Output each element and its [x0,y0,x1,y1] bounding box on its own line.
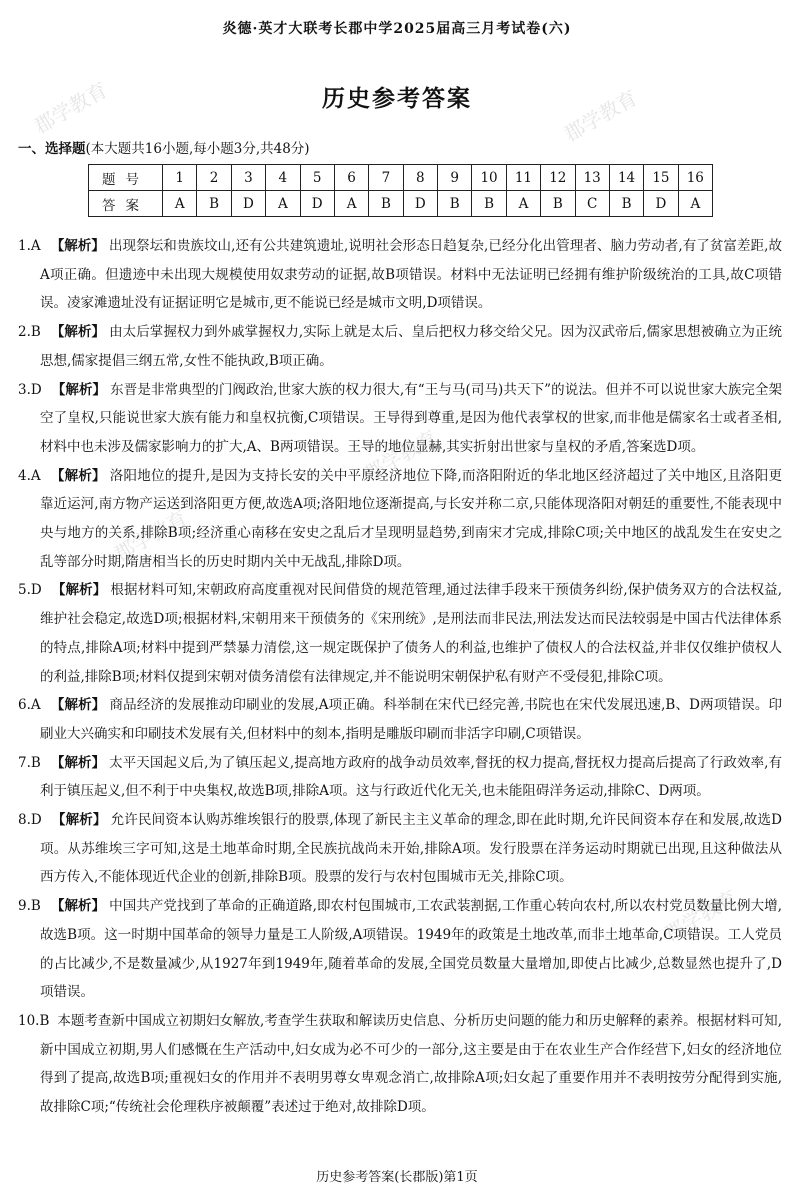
watermark: 郡学教育 [660,885,742,947]
analysis-tag: 【解析】 [50,898,106,915]
question-answer-number: 8.D [18,812,42,829]
answer-cell: C [575,191,609,217]
watermark: 郡学教育 [110,505,192,567]
section-note: (本大题共16小题,每小题3分,共48分) [85,141,310,157]
answer-cell: A [506,191,540,217]
explanation-item [18,576,782,691]
explanation-text: 太平天国起义后,为了镇压起义,提高地方政府的战争动员效率,督抚的权力提高,督抚权力提高后提高了行政效率,有利于镇压起义,但不利于中央集权,故选B项,排除A项。这与行政近代化无关,也未能阻碍洋务运动,排除C、D两项。 [40,754,782,800]
answer-cell: B [541,191,575,217]
explanation-list [18,232,782,1122]
answer-cell: B [609,191,643,217]
question-number-cell: 10 [472,165,506,191]
question-number-cell: 9 [438,165,472,191]
question-number-cell: 16 [678,165,712,191]
question-number-cell: 7 [369,165,403,191]
question-number-cell: 1 [163,165,197,191]
explanation-text: 由太后掌握权力到外戚掌握权力,实际上就是太后、皇后把权力移交给父兄。因为汉武帝后,儒家思想被确立为正统思想,儒家提倡三纲五常,女性不能执政,B项正确。 [40,324,782,369]
analysis-tag: 【解析】 [50,467,106,484]
answer-cell: B [438,191,472,217]
explanation-item [18,232,782,318]
explanation-item [18,376,782,462]
question-answer-number: 3.D [18,381,42,398]
question-answer-number: 1.A [18,238,41,254]
exam-title: 炎德·英才大联考长郡中学2025届高三月考试卷(六) [222,21,572,37]
answer-cell: A [163,191,197,217]
analysis-tag: 【解析】 [50,697,106,714]
page-title: 历史参考答案 [322,85,472,112]
explanation-text: 东晋是非常典型的门阀政治,世家大族的权力很大,有“王与马(司马)共天下”的说法。但并不可以说世家大族完全架空了皇权,只能说世家大族有能力和皇权抗衡,C项错误。王导得到尊重,是因为他代表掌权的世家,而非他是儒家名士或者圣相,材料中也未涉及儒家影响力的扩大,A、B两项错误。王导的地位显赫,其实折射出世家与皇权的矛盾,答案选D项。 [40,381,783,455]
section-label: 一、选择题 [18,141,86,157]
explanation-item [18,806,782,892]
explanation-item [18,1007,782,1122]
explanation-text: 中国共产党找到了革命的正确道路,即农村包围城市,工农武装割据,工作重心转向农村,所以农村党员数量比例大增,故选B项。这一时期中国革命的领导力量是工人阶级,A项错误。1949年的政策是土地改革,而非土地革命,C项错误。工人党员的占比减少,不是数量减少,从1927年到1949年,随着革命的发展,全国党员数量大量增加,即使占比减少,总数显然也提升了,D项错误。 [40,898,782,1001]
explanation-text: 出现祭坛和贵族坟山,还有公共建筑遗址,说明社会形态日趋复杂,已经分化出管理者、脑力劳动者,有了贫富差距,故A项正确。但遗迹中未出现大规模使用奴隶劳动的证据,故B项错误。材料中无法证明已经拥有维护阶级统治的工具,故C项错误。凌家滩遗址没有证据证明它是城市,更不能说已经是城市文明,D项错误。 [40,238,782,312]
answer-cell: D [403,191,437,217]
analysis-tag: 【解析】 [51,582,107,599]
answer-table [88,164,713,217]
explanation-text: 商品经济的发展推动印刷业的发展,A项正确。科举制在宋代已经完善,书院也在宋代发展迅速,B、D两项错误。印刷业大兴确实和印刷技术发展有关,但材料中的刻本,指明是雕版印刷而非活字印刷,C项错误。 [40,697,783,742]
analysis-tag: 【解析】 [50,238,105,254]
question-number-row [89,165,713,191]
answer-cell: D [231,191,265,217]
explanation-item [18,318,782,375]
analysis-tag: 【解析】 [51,381,107,398]
question-number-cell: 11 [506,165,540,191]
section-heading [18,137,310,157]
explanation-text: 洛阳地位的提升,是因为支持长安的关中平原经济地位下降,而洛阳附近的华北地区经济超过了关中地区,且洛阳更靠近运河,南方物产运送到洛阳更方便,故选A项;洛阳地位逐渐提高,与长安并称二京,只能体现洛阳对朝廷的重要性,不能表现中央与地方的关系,排除B项;经济重心南移在安史之乱后才呈现明显趋势,到南宋才完成,排除C项;关中地区的战乱发生在安史之乱等部分时期,隋唐相当长的历史时期内关中无战乱,排除D项。 [40,467,783,570]
question-answer-number: 7.B [18,754,41,771]
analysis-tag: 【解析】 [50,754,106,771]
question-number-cell: 2 [197,165,231,191]
question-number-cell: 14 [609,165,643,191]
question-answer-number: 9.B [18,898,41,915]
watermark: 郡学教育 [360,425,442,487]
explanation-text: 根据材料可知,宋朝政府高度重视对民间借贷的规范管理,通过法律手段来干预债务纠纷,保护债务双方的合法权益,维护社会稳定,故选D项;根据材料,宋朝用来干预债务的《宋刑统》,是刑法而非民法,刑法发达而民法较弱是中国古代法律体系的特点,排除A项;材料中提到严禁暴力清偿,这一规定既保护了债务人的利益,也维护了债权人的合法权益,并非仅仅维护债权人的利益,排除B项;材料仅提到宋朝对债务清偿有法律规定,并不能说明宋朝保护私有财产不受侵犯,排除C项。 [40,582,782,685]
page-footer: 历史参考答案(长郡版)第1页 [316,1170,478,1185]
question-answer-number: 5.D [18,582,42,599]
row-label-answer: 答案 [89,191,163,217]
explanation-item [18,749,782,806]
answer-cell: D [644,191,678,217]
answer-cell: A [266,191,300,217]
answer-row [89,191,713,217]
answer-cell: B [369,191,403,217]
answer-cell: A [334,191,368,217]
question-number-cell: 6 [334,165,368,191]
analysis-tag: 【解析】 [50,324,106,341]
question-number-cell: 15 [644,165,678,191]
question-number-cell: 3 [231,165,265,191]
answer-cell: B [472,191,506,217]
explanation-item [18,462,782,577]
row-label-number: 题号 [89,165,163,191]
question-answer-number: 10.B [18,1012,50,1029]
answer-cell: D [300,191,334,217]
question-answer-number: 4.A [18,467,41,484]
question-answer-number: 6.A [18,697,41,714]
analysis-tag: 【解析】 [51,812,107,829]
question-number-cell: 4 [266,165,300,191]
explanation-item [18,892,782,1007]
watermark: 郡学教育 [560,85,642,147]
answer-cell: A [678,191,712,217]
explanation-text: 本题考查新中国成立初期妇女解放,考查学生获取和解读历史信息、分析历史问题的能力和历史解释的素养。根据材料可知,新中国成立初期,男人们感慨在生产活动中,妇女成为必不可少的一部分,这主要是由于在农业生产合作经营下,妇女的经济地位得到了提高,故选B项;重视妇女的作用并不表明男尊女卑观念消亡,故排除A项;妇女起了重要作用并不表明按劳分配得到实施,故排除C项;“传统社会伦理秩序被颠覆”表述过于绝对,故排除D项。 [40,1012,782,1116]
question-answer-number: 2.B [18,324,41,341]
question-number-cell: 5 [300,165,334,191]
explanation-item [18,691,782,748]
question-number-cell: 12 [541,165,575,191]
watermark: 郡学教育 [30,77,112,139]
explanation-text: 允许民间资本认购苏维埃银行的股票,体现了新民主主义革命的理念,即在此时期,允许民间资本存在和发展,故选D项。从苏维埃三字可知,这是土地革命时期,全民族抗战尚未开始,排除A项。发行股票在洋务运动时期就已出现,且这种做法从西方传入,不能体现近代企业的创新,排除B项。股票的发行与农村包围城市无关,排除C项。 [40,812,782,886]
question-number-cell: 13 [575,165,609,191]
question-number-cell: 8 [403,165,437,191]
answer-cell: B [197,191,231,217]
